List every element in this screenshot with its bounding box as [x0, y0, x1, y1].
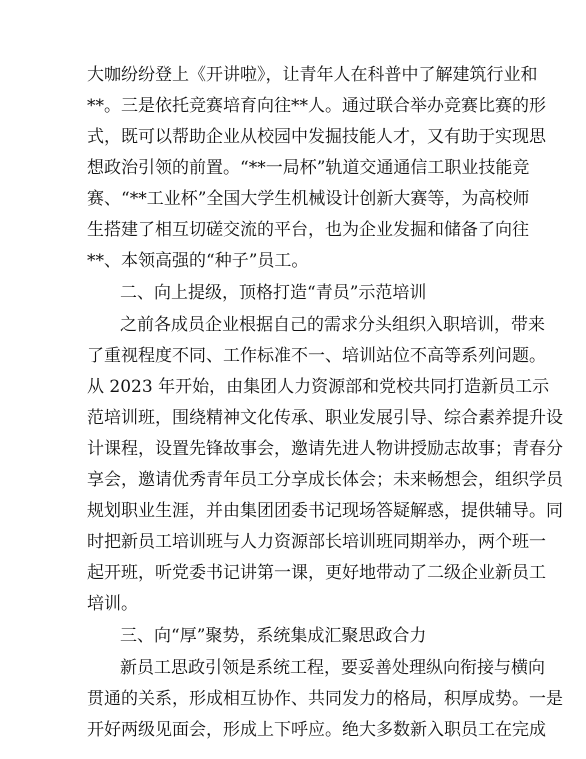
text-line: 开好两级见面会，形成上下呼应。绝大多数新入职员工在完成	[87, 720, 546, 740]
text-line: 想政治引领的前置。“**一局杯”轨道交通通信工职业技能竞	[87, 158, 530, 178]
text-line: 大咖纷纷登上《开讲啦》，让青年人在科普中了解建筑行业和	[87, 65, 538, 85]
text-line: 起开班，听党委书记讲第一课，更好地带动了二级企业新员工	[87, 563, 546, 583]
text-line: 享会，邀请优秀青年员工分享成长体会；未来畅想会，组织学员	[87, 470, 563, 490]
text-line: 从 2023 年开始，由集团人力资源部和党校共同打造新员工示	[87, 377, 550, 397]
text-line: 生搭建了相互切磋交流的平台，也为企业发掘和储备了向往	[87, 220, 529, 240]
text-line: 式，既可以帮助企业从校园中发掘技能人才，又有助于实现思	[87, 127, 546, 147]
text-line: 赛、“**工业杯”全国大学生机械设计创新大赛等，为高校师	[87, 189, 530, 209]
text-line: 了重视程度不同、工作标准不一、培训站位不高等系列问题。	[87, 346, 546, 366]
text-line: 贯通的关系，形成相互协作、共同发力的格局，积厚成势。一是	[87, 689, 563, 709]
text-line: 新员工思政引领是系统工程，要妥善处理纵向衔接与横向	[120, 658, 545, 678]
text-line: **。三是依托竞赛培育向往**人。通过联合举办竞赛比赛的形	[87, 96, 546, 116]
text-line: 范培训班，围绕精神文化传承、职业发展引导、综合素养提升设	[87, 408, 563, 428]
section-heading: 二、向上提级，顶格打造“青员”示范培训	[120, 283, 427, 303]
text-line: **、本领高强的“种子”员工。	[87, 251, 309, 271]
text-line: 之前各成员企业根据自己的需求分头组织入职培训，带来	[120, 315, 545, 335]
text-line: 时把新员工培训班与人力资源部长培训班同期举办，两个班一	[87, 532, 546, 552]
section-heading: 三、向“厚”聚势，系统集成汇聚思政合力	[120, 626, 427, 646]
text-line: 培训。	[87, 594, 138, 614]
text-line: 计课程，设置先锋故事会，邀请先进人物讲授励志故事；青春分	[87, 439, 563, 459]
text-line: 规划职业生涯，并由集团团委书记现场答疑解惑，提供辅导。同	[87, 501, 563, 521]
